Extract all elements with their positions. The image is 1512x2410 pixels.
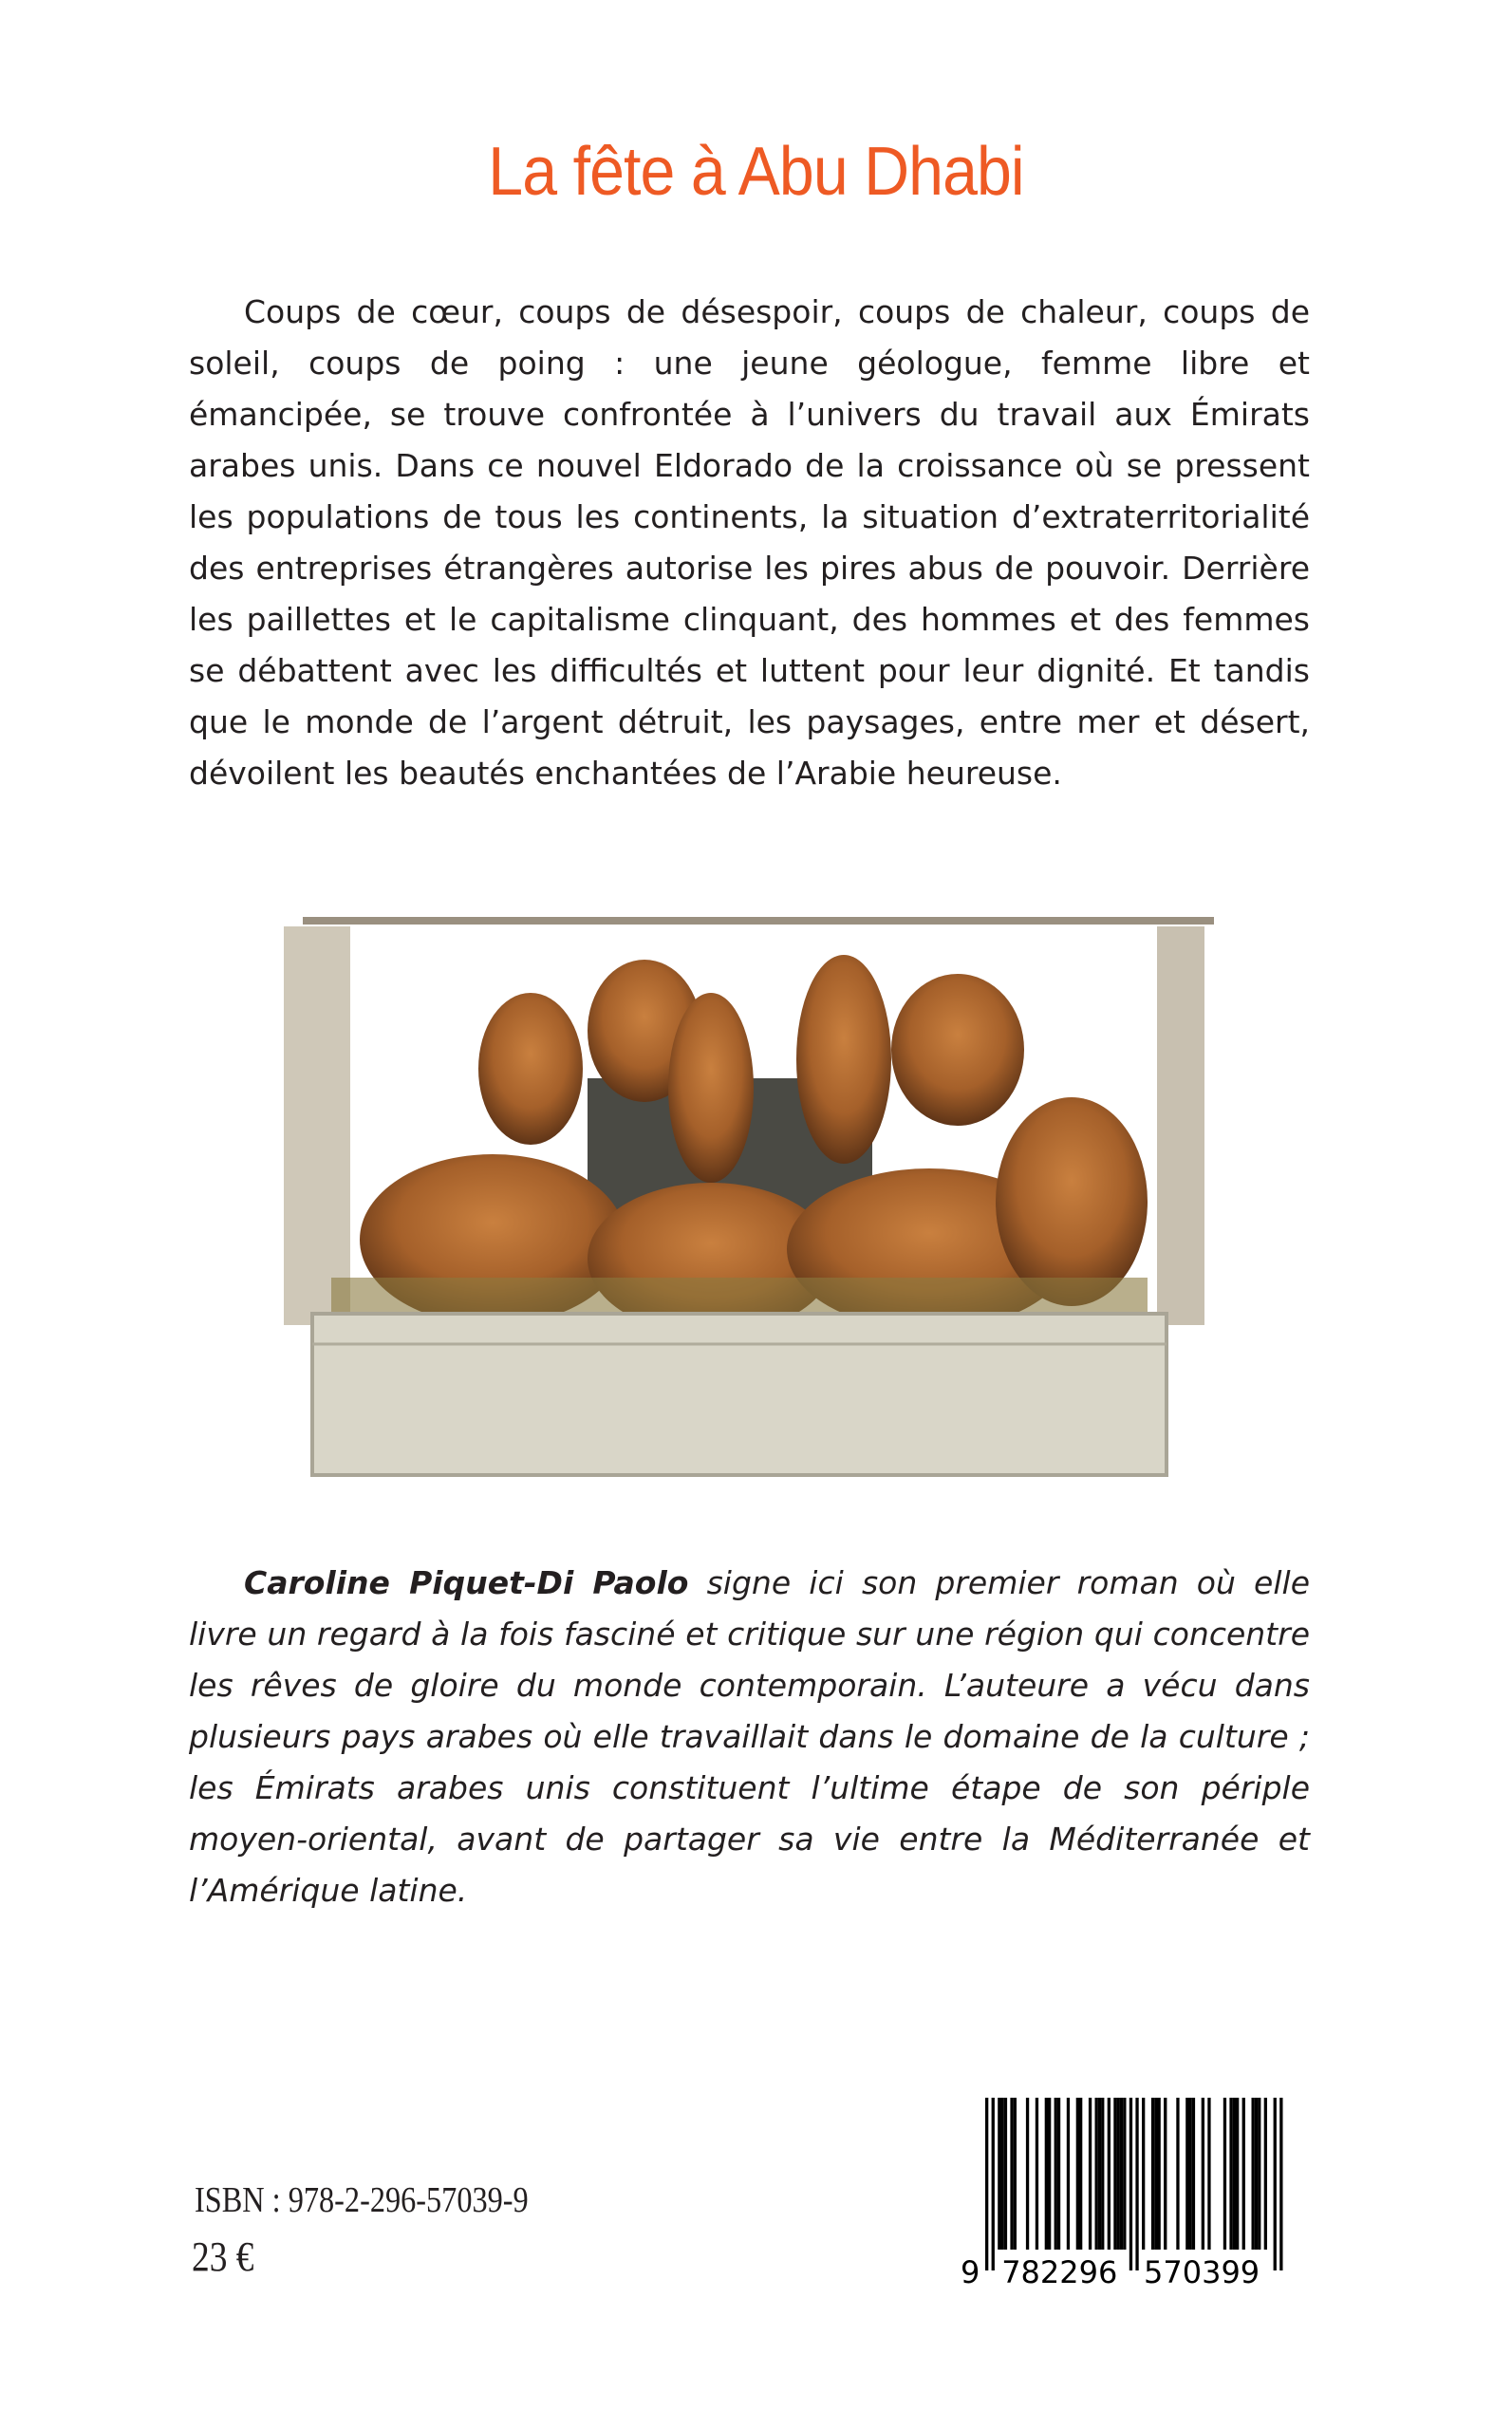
barcode-bar [1252, 2098, 1255, 2250]
barcode-bar [1164, 2098, 1167, 2250]
isbn: ISBN : 978-2-296-57039-9 [195, 2180, 529, 2220]
barcode-bar [1120, 2098, 1123, 2250]
barcode-bar [1176, 2098, 1179, 2250]
barcode-bar [992, 2098, 995, 2270]
barcode-bar [1048, 2098, 1051, 2250]
barcode-bar [1255, 2098, 1258, 2250]
barcode-digits: 9 [961, 2254, 980, 2290]
barcode-bar [1185, 2098, 1188, 2250]
price: 23 € [192, 2233, 254, 2280]
barcode-bar [1158, 2098, 1161, 2250]
book-summary: Coups de cœur, coups de désespoir, coups de chaleur, coups de soleil, coups de poing : une jeune géologue, femme libre et émancipée, se trouve confrontée à l’univers du travail aux Émirats arabes unis. Dans ce nouvel Eldorado de la croissance où se pressent les populations de tous les continents, la situation d’extraterritorialité des entreprises étrangères autorise les pires abus de pouvoir. Derrière les paillettes et le capitalisme clinquant, des hommes et des femmes se débattent avec les difficultés et luttent pour leur dignité. Et tandis que le monde de l’argent détruit, les paysages, entre mer et désert, dévoilent les beautés enchantées de l’Arabie heureuse. [189, 293, 1310, 792]
barcode-bar [1014, 2098, 1017, 2250]
barcode-bar [1223, 2098, 1226, 2250]
barcode-bar [1057, 2098, 1060, 2250]
barcode-bar [1229, 2098, 1232, 2250]
author-bio-text: signe ici son premier roman où elle livre un regard à la fois fasciné et critique sur une région qui concentre les rêves de gloire du monde contemporain. L’auteure a vécu dans plusieurs pays arabes où elle travaillait dans le domaine de la culture ; les Émirats arabes unis constituent l’ultime étape de son périple moyen-oriental, avant de partager sa vie entre la Méditerranée et l’Amérique latine. [189, 1564, 1310, 1909]
barcode-bar [1067, 2098, 1070, 2250]
barcode-bar [1142, 2098, 1145, 2250]
barcode-digits: 570399 [1144, 2254, 1260, 2290]
barcode-bar [1113, 2098, 1116, 2250]
barcode-bar [1036, 2098, 1038, 2250]
barcode-bar [1233, 2098, 1236, 2250]
barcode-bar [1154, 2098, 1157, 2250]
book-title: La fête à Abu Dhabi [488, 134, 1024, 210]
barcode-bar [1129, 2098, 1132, 2270]
barcode-bar [1151, 2098, 1154, 2250]
barcode-bar [1207, 2098, 1210, 2250]
barcode-bar [985, 2098, 988, 2270]
barcode-bar [1001, 2098, 1004, 2250]
barcode-bar [1108, 2098, 1111, 2250]
cover-photo-camels-in-truck [274, 898, 1230, 1479]
barcode-bar [1095, 2098, 1098, 2250]
barcode-bar [1026, 2098, 1029, 2250]
barcode-bar [1089, 2098, 1092, 2250]
barcode-bar [1045, 2098, 1048, 2250]
barcode-bar [1101, 2098, 1104, 2250]
barcode-bar [1123, 2098, 1126, 2250]
barcode-bar [1192, 2098, 1195, 2250]
barcode-bar [1264, 2098, 1267, 2250]
barcode-bar [1258, 2098, 1260, 2250]
barcode-bar [1242, 2098, 1245, 2250]
barcode-bar [1117, 2098, 1120, 2250]
barcode-digits: 782296 [1001, 2254, 1118, 2290]
author-name: Caroline Piquet-Di Paolo [244, 1564, 689, 1601]
barcode-bar [1076, 2098, 1079, 2250]
barcode-bar [1010, 2098, 1013, 2250]
barcode-bar [1055, 2098, 1057, 2250]
isbn-barcode [959, 2093, 1319, 2292]
barcode-bar [1236, 2098, 1239, 2250]
barcode-bar [1274, 2098, 1277, 2270]
barcode-bar [1189, 2098, 1192, 2250]
barcode-bar [1279, 2098, 1282, 2270]
barcode-bar [1135, 2098, 1138, 2270]
barcode-bar [1004, 2098, 1007, 2250]
barcode-bar [1098, 2098, 1101, 2250]
barcode-bar [998, 2098, 1000, 2250]
barcode-bar [1079, 2098, 1082, 2250]
author-bio [189, 1558, 1310, 1916]
barcode-bar [1202, 2098, 1204, 2250]
